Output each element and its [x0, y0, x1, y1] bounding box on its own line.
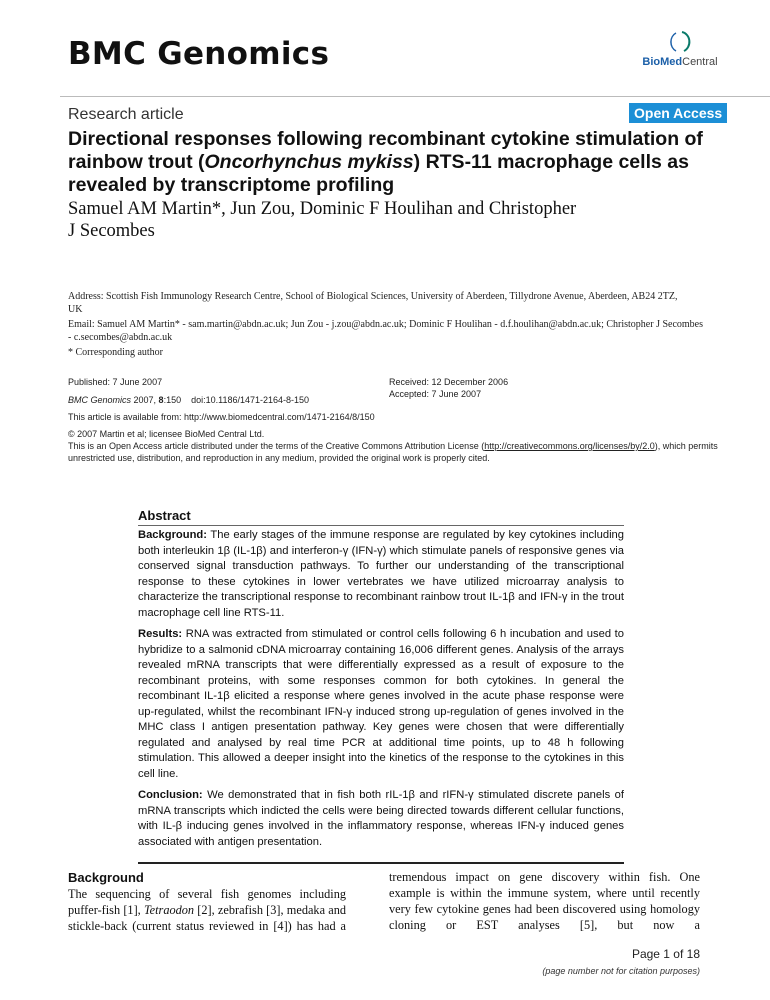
emails: Email: Samuel AM Martin* - sam.martin@abdn.ac.uk; Jun Zou - j.zou@abdn.ac.uk; Dominic F Houlihan - d.f.houlihan@abdn.ac.uk; Christopher J Secombes - c.secombes@abdn.ac.uk — [68, 319, 704, 343]
text: We demonstrated that in fish both rIL-1β and rIFN-γ stimulated discrete panels of mRNA transcripts which indicted the cells were being directed towards different cellular functions, with IL-β inducing genes involved in the inflammatory response, whereas IFN-γ induced genes associated with antigen presentation. — [138, 789, 624, 848]
abstract-heading: Abstract — [138, 508, 624, 526]
logo-biomed: BioMed — [642, 56, 683, 68]
page-number: Page 1 of 18 — [631, 947, 700, 961]
citation-journal: BMC Genomics — [68, 395, 132, 405]
license-text — [68, 440, 748, 464]
journal-name: BMC Genomics — [68, 36, 330, 72]
label: Results: — [138, 628, 183, 640]
text: [2], zebrafish [3], medaka and stickle-back (current status reviewed in [4]) has had a — [68, 903, 346, 933]
license-link[interactable]: http://creativecommons.org/licenses/by/2.0 — [484, 441, 655, 451]
title-text: Directional responses following recombinant cytokine stimulation of rainbow trout ( — [68, 128, 703, 173]
biomed-central-logo — [640, 30, 720, 68]
text: RNA was extracted from stimulated or control cells following 6 h incubation and used to hybridize to a salmonid cDNA microarray containing 16,006 different genes. Analysis of the arrays revealed mRNA transcripts that were differentially expressed as a result of exposure to the recombinant proteins, with some responses common for both cytokines. In general the recombinant IL-1β elicited a response where genes involved in the acute phase response were up-regulated, whilst the recombinant IFN-γ induced strong up-regulation of genes involved in the MHC class I antigen presentation pathway. Key genes were chosen that were differentially regulated and analysed by real time PCR at additional time points, up to 48 h following stimulation. This allowed a deeper insight into the kinetics of the response to the cytokines in this cell line. — [138, 628, 624, 780]
italic-text: Tetraodon — [143, 903, 195, 917]
article-type: Research article — [68, 106, 184, 123]
address: Address: Scottish Fish Immunology Research Centre, School of Biological Sciences, University of Aberdeen, Tillydrone Avenue, Aberdeen, AB24 2TZ, UK — [68, 291, 678, 315]
text: The sequencing of several fish genomes including puffer-fish [1], — [68, 887, 346, 917]
logo-central: Central — [682, 56, 718, 68]
copyright: © 2007 Martin et al; licensee BioMed Central Ltd. — [68, 429, 265, 439]
abstract-background — [138, 528, 624, 621]
received-date: Received: 12 December 2006 — [389, 377, 509, 387]
title-text: ) RTS-11 macrophage cells as revealed by transcriptome profiling — [68, 151, 689, 196]
title-species: Oncorhynchus mykiss — [204, 151, 414, 173]
availability-url[interactable]: This article is available from: http://www.biomedcentral.com/1471-2164/8/150 — [68, 412, 375, 422]
corresponding-author-note: * Corresponding author — [68, 347, 163, 358]
citation-year: 2007, — [131, 395, 159, 405]
biomed-logo-icon — [667, 30, 693, 54]
page-number-note: (page number not for citation purposes) — [542, 966, 700, 976]
article-title — [68, 128, 748, 197]
accepted-date: Accepted: 7 June 2007 — [389, 389, 482, 399]
citation-doi: :150 doi:10.1186/1471-2164-8-150 — [163, 395, 310, 405]
authors: Samuel AM Martin*, Jun Zou, Dominic F Houlihan and Christopher J Secombes — [68, 199, 577, 241]
abstract-box — [138, 508, 624, 864]
open-access-badge: Open Access — [629, 103, 727, 123]
text: The early stages of the immune response are regulated by key cytokines including both interleukin 1β (IL-1β) and interferon-γ (IFN-γ) which stimulate panels of responsive genes via conserved signal transduction pathways. To further our understanding of the transcriptional response to these cytokines in lower vertebrates we have utilized microarray analysis to characterize the transcriptional response to recombinant rainbow trout IL-1β and IFN-γ in the trout macrophage cell line RTS-11. — [138, 529, 624, 619]
body-column-right: tremendous impact on gene discovery within fish. One example is within the immune system, where until recently very few cytokine genes had been discovered using homology cloning or EST analyses [5], but now a — [389, 870, 700, 932]
abstract-results — [138, 627, 624, 782]
label: Conclusion: — [138, 789, 203, 801]
license-pre: This is an Open Access article distributed under the terms of the Creative Commons Attribution License ( — [68, 441, 485, 451]
citation-volume: 8 — [158, 395, 164, 405]
citation — [68, 394, 309, 406]
section-heading-background: Background — [68, 870, 144, 885]
label: Background: — [138, 529, 207, 541]
header-divider — [60, 96, 770, 97]
license-post: ), which permits unrestricted use, distribution, and reproduction in any medium, provided the original work is properly cited. — [68, 441, 718, 463]
abstract-conclusion — [138, 788, 624, 850]
abstract-end-rule — [138, 862, 624, 864]
body-column-left — [68, 886, 346, 934]
published-date: Published: 7 June 2007 — [68, 377, 163, 387]
